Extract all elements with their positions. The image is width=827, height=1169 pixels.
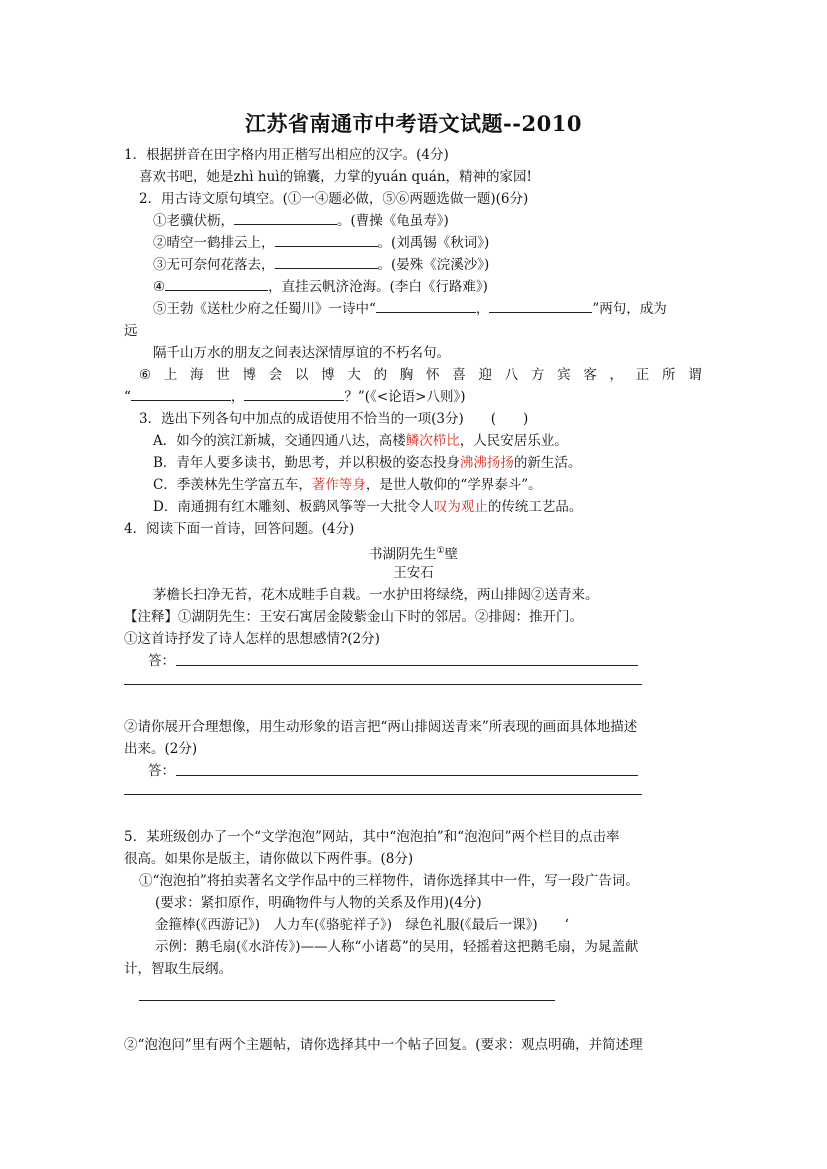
q2-item-6-char: 会 <box>268 367 283 383</box>
highlighted-idiom: 著作等身 <box>311 477 366 493</box>
q2-item-1-text: ①老骥伏枥， <box>153 213 234 229</box>
q2-item-6-char: 博 <box>321 367 335 383</box>
q5-items: 金箍棒(《西游记》) 人力车(《骆驼祥子》) 绿色礼服(《最后一课》) ‘ <box>155 917 569 933</box>
q4-sub2-b: 出来。(2分) <box>124 741 198 757</box>
highlighted-idiom: 叹为观止 <box>433 499 488 515</box>
q2-item-6-char: 的 <box>373 367 388 383</box>
q2-item-3-text: ③无可奈何花落去， <box>153 257 275 273</box>
highlighted-idiom: 沸沸扬扬 <box>459 455 514 471</box>
q2-item-5-text: ⑤王勃《送杜少府之任蜀川》一诗中“ <box>153 301 376 317</box>
q5-example-a: 示例：鹅毛扇(《水浒传》)——人称“小诸葛”的吴用，轻摇着这把鹅毛扇，为晁盖献 <box>155 939 639 955</box>
q2-item-6-char: 客 <box>583 367 597 383</box>
answer-blank[interactable] <box>489 298 592 313</box>
q2-item-6-char: 八 <box>504 367 519 383</box>
q2-item-1-source: 。(曹操《龟虽寿》) <box>337 213 449 229</box>
answer-line[interactable] <box>176 775 638 776</box>
q2-item-6-blanks <box>124 386 465 408</box>
q2-item-6-comma: ， <box>230 389 245 405</box>
q2-item-6-char: ， <box>609 367 624 383</box>
q2-item-6-char: 上 <box>163 367 178 383</box>
q3-option-a <box>153 430 568 452</box>
q2-item-6-char: 谓 <box>688 367 702 383</box>
option-text: B．青年人要多读书，勤思考，并以积极的姿态投身 <box>153 455 460 471</box>
q5-stem-b: 很高。如果你是版主，请你做以下两件事。(8分) <box>124 851 414 867</box>
poem-title-footnote: ① <box>436 546 445 556</box>
q2-item-3-source: 。(晏殊《浣溪沙》) <box>377 257 490 273</box>
q1-line: 喜欢书吧，她是zhì huì的锦囊，力掌的yuán quán，精神的家园! <box>139 169 532 185</box>
q3-option-c <box>153 474 542 496</box>
q5-sub2: ②“泡泡问”里有两个主题帖，请你选择其中一个帖子回复。(要求：观点明确，并简述理 <box>124 1037 643 1053</box>
page-title: 江苏省南通市中考语文试题--2010 <box>245 111 582 136</box>
answer-blank[interactable] <box>234 210 337 225</box>
q4-sub2-a: ②请你展开合理想像，用生动形象的语言把“两山排闼送青来”所表现的画面具体地描述 <box>124 719 638 735</box>
option-text: 的新生活。 <box>513 455 582 471</box>
answer-blank[interactable] <box>376 298 476 313</box>
answer-blank[interactable] <box>165 276 268 291</box>
q2-item-4 <box>153 276 488 298</box>
q2-item-4-text: ，直挂云帆济沧海。(李白《行路难》) <box>268 279 488 295</box>
option-text: D．南通拥有红木雕刻、板鹞风筝等一大批令人 <box>153 499 434 515</box>
option-text: ，人民安居乐业。 <box>459 433 568 449</box>
option-text: C．季羡林先生学富五车， <box>153 477 312 493</box>
option-text: ，是世人敬仰的“学界泰斗”。 <box>365 477 542 493</box>
q2-item-5 <box>153 298 667 320</box>
q3-option-b <box>153 452 581 474</box>
q2-item-5-wrap: 远 <box>124 323 138 339</box>
q5-sub1: ①“泡泡拍”将拍卖著名文学作品中的三样物件，请你选择其中一件，写一段广告词。 <box>139 873 639 889</box>
poem-note: 【注释】①湖阴先生：王安石寓居金陵紫金山下时的邻居。②排闼：推开门。 <box>124 609 583 625</box>
q2-item-6-char: 以 <box>294 367 309 383</box>
q2-item-6-char: 海 <box>190 367 204 383</box>
answer-line[interactable] <box>176 665 638 666</box>
q2-item-6-char: 世 <box>216 367 230 383</box>
q2-item-6-char: 怀 <box>426 367 440 383</box>
q2-item-6-char: 博 <box>242 367 256 383</box>
answer-blank[interactable] <box>275 254 378 269</box>
poem-text: 茅檐长扫净无苔，花木成畦手自栽。一水护田将绿绕，两山排闼②送青来。 <box>153 587 599 603</box>
q2-item-2 <box>153 232 489 254</box>
q2-item-6-source: ？”(《<论语>八则》) <box>344 389 466 405</box>
q5-example-b: 计，智取生辰纲。 <box>124 961 232 977</box>
q2-item-5-comma: ， <box>475 301 490 317</box>
q2-item-6-char: 喜 <box>452 367 466 383</box>
q2-item-6-char: 大 <box>347 367 361 383</box>
q2-item-5-cont: 隔千山万水的朋友之间表达深情厚谊的不朽名句。 <box>153 345 450 361</box>
q5-sub1-requirement: (要求：紧扣原作，明确物件与人物的关系及作用)(4分) <box>155 895 482 911</box>
highlighted-idiom: 鳞次栉比 <box>405 433 460 449</box>
q4-stem: 4．阅读下面一首诗，回答问题。(4分) <box>124 521 355 537</box>
answer-blank[interactable] <box>244 386 344 401</box>
q2-stem: 2．用古诗文原句填空。(①一④题必做，⑤⑥两题选做一题)(6分) <box>139 191 529 207</box>
answer-label: 答： <box>148 653 175 669</box>
q2-item-4-num: ④ <box>153 279 166 295</box>
q2-item-6-char: 所 <box>661 367 676 383</box>
q2-item-2-text: ②晴空一鹤排云上， <box>153 235 275 251</box>
q2-item-6 <box>139 364 702 386</box>
q3-option-d <box>153 496 582 518</box>
answer-label: 答： <box>148 763 175 779</box>
q2-item-6-char: 宾 <box>557 367 571 383</box>
option-text: A．如今的滨江新城，交通四通八达，高楼 <box>153 433 406 449</box>
answer-line[interactable] <box>124 794 642 795</box>
q5-stem-a: 5．某班级创办了一个“文学泡泡”网站，其中“泡泡拍”和“泡泡问”两个栏目的点击率 <box>124 829 620 845</box>
answer-blank[interactable] <box>275 232 378 247</box>
answer-line[interactable] <box>124 684 642 685</box>
answer-blank[interactable] <box>131 386 231 401</box>
q2-item-6-char: 迎 <box>478 367 492 383</box>
q2-item-6-char: ⑥ <box>139 367 152 383</box>
q2-item-2-source: 。(刘禹锡《秋词》) <box>377 235 490 251</box>
poem-title-end: 壁 <box>444 546 459 563</box>
option-text: 的传统工艺品。 <box>487 499 583 515</box>
q2-item-6-char: 正 <box>635 367 650 383</box>
q1-stem: 1．根据拼音在田字格内用正楷写出相应的汉字。(4分) <box>124 147 449 163</box>
q2-item-5-tail: ”两句，成为 <box>592 301 667 317</box>
q2-item-1 <box>153 210 449 232</box>
poem-author: 王安石 <box>393 565 434 581</box>
q2-item-3 <box>153 254 489 276</box>
poem-title-text: 书湖阴先生 <box>368 546 437 563</box>
q2-item-6-char: 胸 <box>399 367 414 383</box>
q3-stem: 3．选出下列各句中加点的成语使用不恰当的一项(3分) ( ) <box>139 411 529 427</box>
q2-item-6-char: 方 <box>530 367 545 383</box>
q2-item-6-open-quote: “ <box>124 389 131 405</box>
answer-line[interactable] <box>139 1000 555 1001</box>
q4-sub1: ①这首诗抒发了诗人怎样的思想感情?(2分) <box>124 631 380 647</box>
